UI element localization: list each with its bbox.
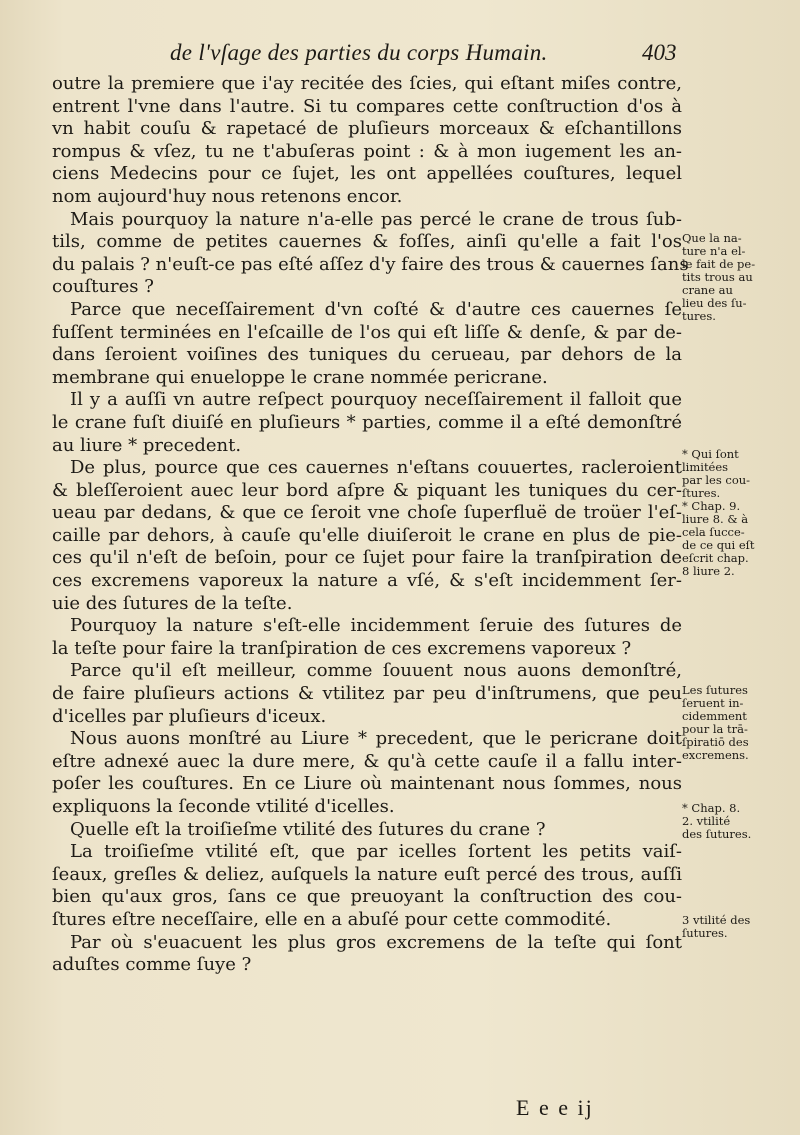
margin-note-2 xyxy=(682,448,792,578)
margin-note-line: Que la na- xyxy=(682,231,742,245)
text-line: rompus & vſez, tu ne t'abuſeras point : & à mon iugement les an- xyxy=(52,140,682,162)
text-line: & bleſſeroient auec leur bord aſpre & piquant les tuniques du cer- xyxy=(52,479,682,501)
margin-note-line: tits trous au xyxy=(682,270,753,284)
text-line: bien qu'aux gros, ſans ce que preuoyant la conſtruction des cou- xyxy=(52,886,682,908)
text-line: au liure * precedent. xyxy=(52,434,242,456)
page-header xyxy=(0,40,800,70)
margin-note-line: ſutures. xyxy=(682,926,728,940)
text-line: poſer les couſtures. En ce Liure où maintenant nous ſommes, nous xyxy=(52,773,682,795)
margin-note-line: tures. xyxy=(682,309,716,323)
margin-note-line: eſcrit chap. xyxy=(682,551,749,565)
text-line: la teſte pour faire la tranſpiration de ces excremens vaporeux ? xyxy=(52,637,632,659)
text-line: ces excremens vaporeux la nature a vſé, & s'eſt incidemment ſer- xyxy=(52,570,682,592)
running-title: de l'vſage des parties du corps Humain. xyxy=(170,40,548,65)
margin-note-line: cidemment xyxy=(682,709,747,723)
signature-mark: E e e ij xyxy=(516,1095,594,1120)
margin-note-5 xyxy=(682,914,792,940)
text-line: Nous auons monſtré au Liure * precedent, que le pericrane doit xyxy=(70,728,682,750)
margin-note-line: excremens. xyxy=(682,748,749,762)
margin-note-4 xyxy=(682,802,792,841)
text-line: Il y a auſſi vn autre reſpect pourquoy neceſſairement il falloit que xyxy=(70,389,682,411)
margin-note-1 xyxy=(682,232,792,323)
margin-note-line: limitées xyxy=(682,460,729,474)
text-line: Par où s'euacuent les plus gros excremens de la teſte qui ſont xyxy=(70,931,682,953)
text-line: membrane qui enueloppe le crane nommée pericrane. xyxy=(52,366,548,388)
text-line: caille par dehors, à cauſe qu'elle diuiſeroit le crane en plus de pie- xyxy=(52,524,682,546)
margin-note-line: 8 liure 2. xyxy=(682,564,735,578)
text-line: Quelle eſt la troiſieſme vtilité des ſutures du crane ? xyxy=(70,818,546,840)
margin-note-line: Les ſutures xyxy=(682,683,748,697)
text-line: ciens Medecins pour ce ſujet, les ont appellées couſtures, lequel xyxy=(52,163,682,185)
margin-note-line: de ce qui eſt xyxy=(682,538,755,552)
text-line: entrent l'vne dans l'autre. Si tu compares cette conſtruction d'os à xyxy=(52,95,682,117)
margin-note-line: ſpiratiō des xyxy=(682,735,749,749)
text-line: dans ſeroient voiſines des tuniques du cerueau, par dehors de la xyxy=(52,344,682,366)
margin-note-line: ſeruent in- xyxy=(682,696,744,710)
text-line: du palais ? n'euſt-ce pas eſté aſſez d'y faire des trous & cauernes ſans xyxy=(52,253,689,275)
text-line: nom aujourd'huy nous retenons encor. xyxy=(52,185,403,207)
margin-note-line: ſtures. xyxy=(682,486,721,500)
text-line: le crane fuſt diuiſé en pluſieurs * parties, comme il a eſté demonſtré xyxy=(52,411,682,433)
text-line: Mais pourquoy la nature n'a-elle pas percé le crane de trous ſub- xyxy=(70,208,682,230)
margin-note-line: par les cou- xyxy=(682,473,751,487)
main-text-column xyxy=(52,73,689,977)
margin-note-line: * Qui ſont xyxy=(682,447,739,461)
margin-note-line: des ſutures. xyxy=(682,827,752,841)
text-line: tils, comme de petites cauernes & foſſes, ainſi qu'elle a fait l'os xyxy=(52,231,682,253)
margin-note-line: 3 vtilité des xyxy=(682,913,751,927)
margin-note-line: pour la trā- xyxy=(682,722,748,736)
text-line: Pourquoy la nature s'eſt-elle incidemment ſeruie des ſutures de xyxy=(70,615,682,637)
margin-note-line: crane au xyxy=(682,283,733,297)
margin-note-line: ture n'a el- xyxy=(682,244,746,258)
text-line: La troiſieſme vtilité eſt, que par icelles ſortent les petits vaiſ- xyxy=(70,841,682,863)
page-number: 403 xyxy=(642,40,677,65)
text-line: uie des ſutures de la teſte. xyxy=(52,592,293,614)
text-line: fuſſent terminées en l'eſcaille de l'os qui eſt liſſe & denſe, & par de- xyxy=(52,321,682,343)
text-line: Parce qu'il eſt meilleur, comme ſouuent nous auons demonſtré, xyxy=(70,660,682,682)
text-line: couſtures ? xyxy=(52,276,154,298)
text-line: Parce que neceſſairement d'vn coſté & d'autre ces cauernes ſe xyxy=(70,298,682,320)
text-line: ſeaux, greſles & deliez, auſquels la nature euſt percé des trous, auſſi xyxy=(52,863,682,885)
text-line: ſtures eſtre neceſſaire, elle en a abuſé pour cette commodité. xyxy=(52,908,612,930)
margin-note-line: lieu des ſu- xyxy=(682,296,747,310)
text-line: expliquons la ſeconde vtilité d'icelles. xyxy=(52,796,395,817)
margin-note-line: cela ſucce- xyxy=(682,525,745,539)
margin-note-line: 2. vtilité xyxy=(682,814,731,828)
text-line: ces qu'il n'eſt de beſoin, pour ce ſujet pour faire la tranſpiration de xyxy=(52,547,682,569)
margin-note-3 xyxy=(682,684,792,762)
text-line: De plus, pource que ces cauernes n'eſtans couuertes, racleroient xyxy=(70,457,682,479)
text-line: outre la premiere que i'ay recitée des ſcies, qui eſtant miſes contre, xyxy=(52,73,682,94)
text-line: ueau par dedans, & que ce ſeroit vne choſe ſuperfluë de troüer l'eſ- xyxy=(52,502,682,524)
text-line: aduſtes comme ſuye ? xyxy=(52,954,252,976)
margin-note-line: liure 8. & à xyxy=(682,512,749,526)
margin-note-line: * Chap. 8. xyxy=(682,801,741,815)
text-line: de faire pluſieurs actions & vtilitez par peu d'inſtrumens, que peu xyxy=(52,683,682,705)
margin-note-line: le fait de pe- xyxy=(682,257,756,271)
text-line: vn habit couſu & rapetacé de pluſieurs morceaux & eſchantillons xyxy=(52,118,682,140)
text-line: d'icelles par pluſieurs d'iceux. xyxy=(52,705,327,727)
margin-note-line: * Chap. 9. xyxy=(682,499,741,513)
text-line: eſtre adnexé auec la dure mere, & qu'à cette cauſe il a fallu inter- xyxy=(52,750,682,772)
